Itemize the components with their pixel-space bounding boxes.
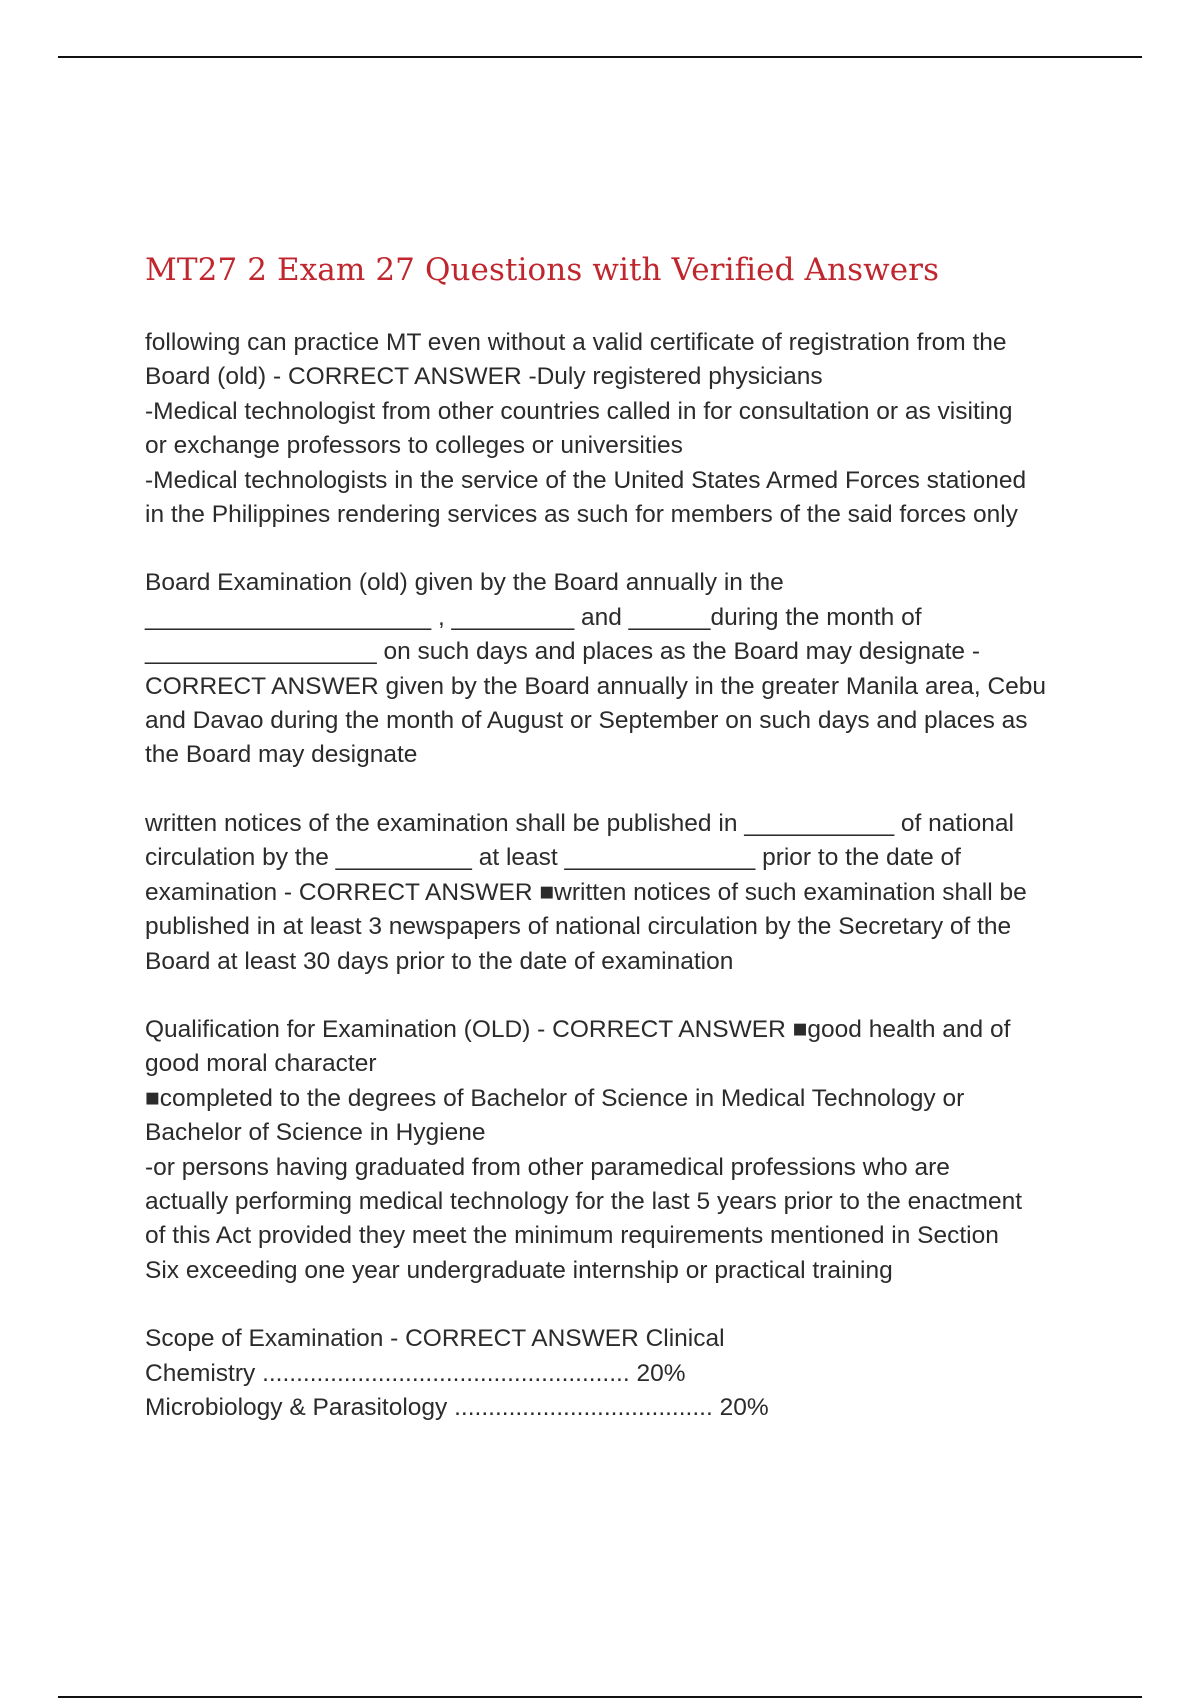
entry-line: good moral character bbox=[145, 1050, 377, 1078]
entry-line: following can practice MT even without a valid certificate of registration from the bbox=[145, 329, 1007, 356]
document-title: MT27 2 Exam 27 Questions with Verified Answers bbox=[145, 252, 940, 288]
entry-line: of this Act provided they meet the minimum requirements mentioned in Section bbox=[145, 1222, 999, 1250]
entry-line: the Board may designate bbox=[145, 741, 418, 769]
entry-line: in the Philippines rendering services as such for members of the said forces only bbox=[145, 501, 1018, 529]
entry-line: actually performing medical technology for the last 5 years prior to the enactment bbox=[145, 1187, 1022, 1215]
entry-line: and Davao during the month of August or September on such days and places as bbox=[145, 707, 1028, 735]
entry-line: -Medical technologist from other countries called in for consultation or as visiting bbox=[145, 397, 1013, 425]
entry-line: Board Examination (old) given by the Board annually in the bbox=[145, 569, 784, 597]
entry-line: Six exceeding one year undergraduate internship or practical training bbox=[145, 1256, 893, 1284]
entry-line: -or persons having graduated from other paramedical professions who are bbox=[145, 1153, 950, 1181]
qa-entry-4 bbox=[145, 1013, 1095, 1288]
qa-entry-3 bbox=[145, 807, 1095, 979]
entry-line: _________________ on such days and places as the Board may designate - bbox=[145, 638, 980, 666]
document-page bbox=[145, 250, 1095, 1459]
entry-line: Board at least 30 days prior to the date of examination bbox=[145, 947, 734, 975]
entry-line: CORRECT ANSWER given by the Board annually in the greater Manila area, Cebu bbox=[145, 672, 1047, 700]
entry-line: Bachelor of Science in Hygiene bbox=[145, 1119, 486, 1147]
top-rule bbox=[58, 56, 1142, 58]
qa-entry-5 bbox=[145, 1322, 1095, 1425]
entry-line: or exchange professors to colleges or universities bbox=[145, 432, 683, 460]
qa-entry-2 bbox=[145, 566, 1095, 772]
entry-line: Microbiology & Parasitology ...................................... 20% bbox=[145, 1393, 769, 1421]
entry-line: Chemistry ...................................................... 20% bbox=[145, 1359, 686, 1387]
entry-line: Qualification for Examination (OLD) - CORRECT ANSWER ■good health and of bbox=[145, 1015, 1011, 1043]
entry-line: _____________________ , _________ and ______during the month of bbox=[145, 603, 922, 631]
entry-line: examination - CORRECT ANSWER ■written notices of such examination shall be bbox=[145, 878, 1027, 906]
bottom-rule bbox=[58, 1696, 1142, 1698]
entry-line: circulation by the __________ at least ______________ prior to the date of bbox=[145, 844, 961, 872]
entry-line: published in at least 3 newspapers of national circulation by the Secretary of the bbox=[145, 913, 1012, 941]
entry-line: -Medical technologists in the service of the United States Armed Forces stationed bbox=[145, 466, 1027, 494]
qa-entry-1 bbox=[145, 326, 1095, 532]
entry-line: Board (old) - CORRECT ANSWER -Duly registered physicians bbox=[145, 363, 823, 391]
entry-line: ■completed to the degrees of Bachelor of Science in Medical Technology or bbox=[145, 1084, 965, 1112]
entry-line: Scope of Examination - CORRECT ANSWER Clinical bbox=[145, 1325, 725, 1353]
entry-line: written notices of the examination shall be published in ___________ of national bbox=[145, 809, 1014, 837]
